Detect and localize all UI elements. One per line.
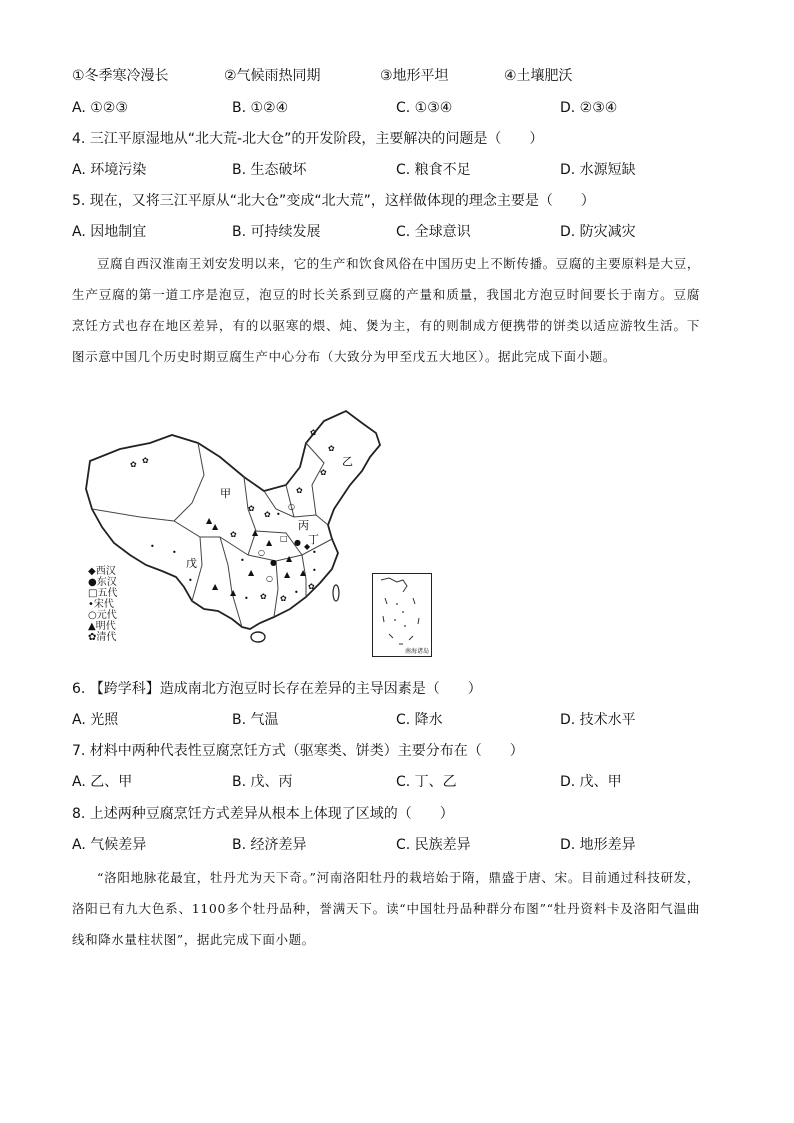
svg-text:▲: ▲ bbox=[266, 538, 273, 547]
option: D. 防灾减灾 bbox=[560, 224, 636, 240]
south-china-sea-inset bbox=[372, 573, 432, 657]
svg-text:□: □ bbox=[280, 534, 288, 543]
q6-options-row bbox=[72, 710, 672, 730]
svg-text:▲: ▲ bbox=[212, 522, 219, 531]
q3-item: ③地形平坦 bbox=[380, 68, 449, 84]
q3-item: ②气候雨热同期 bbox=[224, 68, 321, 84]
svg-text:✿: ✿ bbox=[328, 444, 335, 453]
option: C. 降水 bbox=[396, 712, 443, 728]
option: B. ①②④ bbox=[232, 100, 289, 116]
option: A. 光照 bbox=[72, 712, 119, 728]
q4-options-row bbox=[72, 160, 672, 180]
q3-options-row bbox=[72, 98, 672, 118]
svg-text:•: • bbox=[276, 510, 281, 519]
svg-text:✿: ✿ bbox=[310, 428, 317, 437]
option: A. 乙、甲 bbox=[72, 774, 133, 790]
svg-text:✿: ✿ bbox=[320, 468, 327, 477]
svg-text:▲: ▲ bbox=[252, 528, 259, 537]
option: D. 地形差异 bbox=[560, 837, 636, 853]
svg-text:✿: ✿ bbox=[230, 530, 237, 539]
map-legend bbox=[88, 566, 117, 643]
production-center-markers bbox=[130, 428, 335, 603]
region-label-wu: 戊 bbox=[186, 557, 197, 570]
q8-options-row bbox=[72, 835, 672, 855]
option: B. 戊、丙 bbox=[232, 774, 293, 790]
legend-item: □五代 bbox=[88, 588, 118, 599]
question-8-stem: 8. 上述两种豆腐烹饪方式差异从根本上体现了区域的（ ） bbox=[72, 806, 454, 822]
option: C. 民族差异 bbox=[396, 837, 471, 853]
svg-text:•: • bbox=[244, 594, 249, 603]
svg-text:•: • bbox=[188, 576, 193, 585]
option: A. ①②③ bbox=[72, 100, 128, 116]
region-label-jia: 甲 bbox=[220, 487, 231, 500]
svg-text:✿: ✿ bbox=[142, 456, 149, 465]
option: D. ②③④ bbox=[560, 100, 618, 116]
q3-items-row bbox=[72, 66, 672, 86]
svg-text:▲: ▲ bbox=[286, 554, 293, 563]
legend-item: ◆西汉 bbox=[88, 566, 116, 577]
svg-text:✿: ✿ bbox=[296, 486, 303, 495]
option: B. 可持续发展 bbox=[232, 224, 321, 240]
svg-text:●: ● bbox=[270, 558, 277, 567]
option: D. 技术水平 bbox=[560, 712, 636, 728]
material-passage-peony: “洛阳地脉花最宜，牡丹尤为天下奇。”河南洛阳牡丹的栽培始于隋，鼎盛于唐、宋。目前通过科技研发，洛阳已有九大色系、1100多个牡丹品种，誉满天下。读“中国牡丹品种群分布图”“牡丹资料卡及洛阳气温曲线和降水量柱状图”，据此完成下面小题。 bbox=[72, 870, 700, 947]
svg-text:✿: ✿ bbox=[308, 582, 315, 591]
svg-text:✿: ✿ bbox=[260, 592, 267, 601]
svg-text:•: • bbox=[150, 542, 155, 551]
option: B. 生态破坏 bbox=[232, 162, 307, 178]
q3-item: ④土壤肥沃 bbox=[504, 68, 573, 84]
svg-text:◆: ◆ bbox=[304, 542, 311, 551]
svg-text:•: • bbox=[312, 566, 317, 575]
svg-text:▲: ▲ bbox=[206, 516, 213, 525]
legend-item: ●东汉 bbox=[88, 577, 117, 588]
option: C. 全球意识 bbox=[396, 224, 471, 240]
legend-item: ▲明代 bbox=[88, 621, 116, 632]
q3-item: ①冬季寒冷漫长 bbox=[72, 68, 169, 84]
q7-options-row bbox=[72, 772, 672, 792]
option: A. 环境污染 bbox=[72, 162, 147, 178]
svg-text:▲: ▲ bbox=[284, 570, 291, 579]
option: C. ①③④ bbox=[396, 100, 453, 116]
q5-options-row bbox=[72, 222, 672, 242]
svg-text:▲: ▲ bbox=[212, 582, 219, 591]
question-5-stem: 5. 现在，又将三江平原从“北大仓”变成“北大荒”，这样做体现的理念主要是（ ） bbox=[72, 193, 595, 209]
legend-item: •宋代 bbox=[88, 599, 114, 610]
legend-item: ○元代 bbox=[88, 610, 117, 621]
question-4-stem: 4. 三江平原湿地从“北大荒-北大仓”的开发阶段，主要解决的问题是（ ） bbox=[72, 131, 544, 147]
material-passage-tofu: 豆腐自西汉淮南王刘安发明以来，它的生产和饮食风俗在中国历史上不断传播。豆腐的主要原料是大豆，生产豆腐的第一道工序是泡豆，泡豆的时长关系到豆腐的产量和质量，我国北方泡豆时间要长于南方。豆腐烹饪方式也存在地区差异，有的以驱寒的煨、炖、煲为主，有的则制成方便携带的饼类以适应游牧生活。下图示意中国几个历史时期豆腐生产中心分布（大致分为甲至戊五大地区）。据此完成下面小题。 bbox=[72, 256, 700, 364]
option: A. 因地制宜 bbox=[72, 224, 147, 240]
option: B. 气温 bbox=[232, 712, 279, 728]
svg-text:✿: ✿ bbox=[248, 504, 255, 513]
inset-caption: 南海诸岛 bbox=[404, 648, 429, 655]
option: C. 粮食不足 bbox=[396, 162, 471, 178]
region-label-ding: 丁 bbox=[308, 533, 319, 546]
legend-item: ✿清代 bbox=[88, 632, 117, 643]
option: D. 水源短缺 bbox=[560, 162, 636, 178]
svg-text:•: • bbox=[240, 556, 245, 565]
svg-text:✿: ✿ bbox=[264, 510, 271, 519]
question-6-stem: 6. 【跨学科】造成南北方泡豆时长存在差异的主导因素是（ ） bbox=[72, 681, 482, 697]
svg-text:✿: ✿ bbox=[280, 594, 287, 603]
option: C. 丁、乙 bbox=[396, 774, 457, 790]
svg-text:▲: ▲ bbox=[248, 568, 255, 577]
svg-text:•: • bbox=[312, 548, 317, 557]
region-label-yi: 乙 bbox=[342, 455, 353, 468]
option: A. 气候差异 bbox=[72, 837, 147, 853]
question-7-stem: 7. 材料中两种代表性豆腐烹饪方式（驱寒类、饼类）主要分布在（ ） bbox=[72, 743, 524, 759]
svg-text:•: • bbox=[172, 548, 177, 557]
svg-text:○: ○ bbox=[266, 574, 273, 583]
option: B. 经济差异 bbox=[232, 837, 307, 853]
option: D. 戊、甲 bbox=[560, 774, 622, 790]
svg-text:▲: ▲ bbox=[300, 568, 307, 577]
svg-text:•: • bbox=[294, 588, 299, 597]
svg-text:●: ● bbox=[294, 538, 301, 547]
svg-text:○: ○ bbox=[288, 502, 295, 511]
region-label-bing: 丙 bbox=[298, 519, 309, 532]
svg-text:▲: ▲ bbox=[230, 588, 237, 597]
svg-text:✿: ✿ bbox=[130, 460, 137, 469]
svg-text:○: ○ bbox=[258, 548, 265, 557]
